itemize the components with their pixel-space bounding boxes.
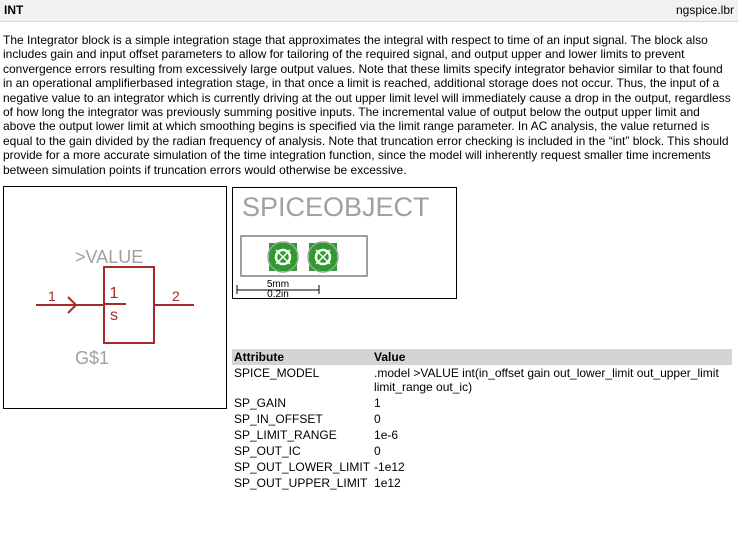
- device-title: INT: [4, 3, 24, 17]
- pad-2: [308, 242, 338, 272]
- table-row: [232, 365, 732, 395]
- pad-1: [268, 242, 298, 272]
- scale-mm-label: 5mm: [266, 279, 290, 290]
- attribute-value: 1: [374, 396, 381, 410]
- schematic-symbol-preview: [3, 186, 227, 409]
- attribute-name: SP_OUT_LOWER_LIMIT: [234, 460, 371, 474]
- package-outline: [241, 236, 367, 276]
- spiceobject-footprint: [233, 188, 456, 298]
- attribute-name: SP_LIMIT_RANGE: [234, 428, 337, 442]
- table-row: [232, 475, 732, 491]
- attribute-table-header: [232, 349, 732, 365]
- integrator-symbol: [4, 187, 226, 408]
- input-pin-number: 1: [48, 288, 56, 304]
- attribute-name: SP_OUT_UPPER_LIMIT: [234, 476, 368, 490]
- attribute-name: SP_GAIN: [234, 396, 287, 410]
- table-row: [232, 395, 732, 411]
- device-description: The Integrator block is a simple integration stage that approximates the integral with respect to time of an input signal. The block also includes gain and input offset parameters to allow for tailoring of the required signal, and output upper and lower limits to prevent convergence errors resulting from excessively large output values. Note that these limits specify integrator behavior similar to that found in an operational amplifierbased integration stage, in that once a limit is reached, additional storage does not occur. Thus, the input of a negative value to an integrator which is currently driving at the out upper limit level will immediately cause a drop in the output, regardless of how long the integrator was previously summing positive inputs. The incremental value of output below the output upper limit and above the output lower limit at which smoothing begins is specified via the limit range parameter. In AC analysis, the value returned is equal to the gain divided by the radian frequency of analysis. Note that truncation error checking is included in the “int” block. This should provide for a more accurate simulation of the time integration function, since the model will inherently request smaller time increments between simulation points if truncation errors would otherwise be excessive.: [3, 33, 731, 177]
- library-name: ngspice.lbr: [675, 3, 734, 17]
- symbol-value-label: >VALUE: [75, 247, 144, 267]
- transfer-numerator: 1: [109, 285, 119, 302]
- title-bar: [0, 0, 738, 22]
- table-row: [232, 443, 732, 459]
- attribute-value: -1e12: [374, 460, 405, 474]
- attribute-name: SPICE_MODEL: [234, 366, 320, 380]
- transfer-denominator: s: [110, 307, 118, 324]
- attribute-value: 0: [374, 412, 381, 426]
- table-row: [232, 411, 732, 427]
- attribute-value: 0: [374, 444, 381, 458]
- attribute-value: 1e12: [374, 476, 401, 490]
- package-footprint-preview: [232, 187, 457, 299]
- output-pin-number: 2: [172, 288, 180, 304]
- scale-in-label: 0.2in: [267, 289, 289, 298]
- attribute-table: [232, 349, 732, 491]
- attribute-name: SP_IN_OFFSET: [234, 412, 323, 426]
- attribute-value: 1e-6: [374, 428, 399, 442]
- table-row: [232, 427, 732, 443]
- column-header-value: Value: [372, 349, 732, 365]
- symbol-name-label: G$1: [75, 348, 110, 368]
- package-title: SPICEOBJECT: [242, 192, 430, 222]
- table-row: [232, 459, 732, 475]
- column-header-attribute: Attribute: [232, 349, 372, 365]
- attribute-name: SP_OUT_IC: [234, 444, 301, 458]
- attribute-value: .model >VALUE int(in_offset gain out_lower_limit out_upper_limit limit_range out_ic): [374, 366, 719, 394]
